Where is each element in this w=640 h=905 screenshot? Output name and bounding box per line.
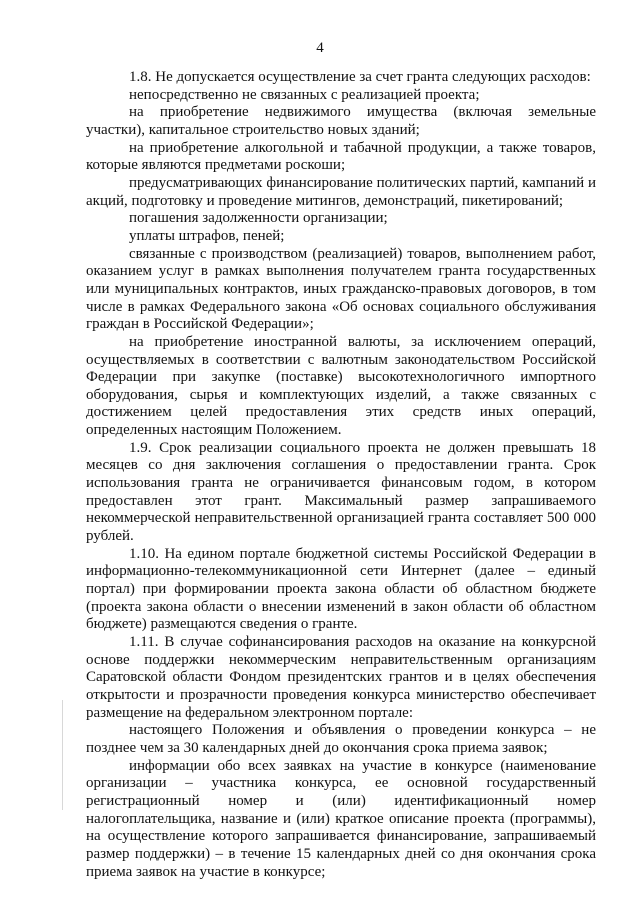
paragraph-real-estate: на приобретение недвижимого имущества (включая земельные участки), капитальное строительство новых зданий;	[86, 104, 596, 138]
paragraph-applications-info: информации обо всех заявках на участие в конкурсе (наименование организации – участника конкурса, ее основной государственный регистрационный номер и (или) идентификационный номер налогоплательщика, название и (или) краткое описание проекта (программы), на осуществление которого запрашивается финансирование, запрашиваемый размер поддержки) – в течение 15 календарных дней со дня окончания срока приема заявок на участие в конкурсе;	[86, 757, 596, 880]
paragraph-debt-repayment: погашения задолженности организации;	[129, 210, 388, 227]
paragraph-alcohol-tobacco: на приобретение алкогольной и табачной продукции, а также товаров, которые являются предметами роскоши;	[86, 139, 596, 174]
document-body	[86, 69, 596, 881]
paragraph-not-related-to-project: непосредственно не связанных с реализацией проекта;	[129, 86, 480, 103]
paragraph-fines: уплаты штрафов, пеней;	[129, 227, 285, 244]
paragraph-regulation-announcement: настоящего Положения и объявления о проведении конкурса – не позднее чем за 30 календарных дней до окончания срока приема заявок;	[86, 722, 596, 756]
paragraph-production-contracts: связанные с производством (реализацией) товаров, выполнением работ, оказанием услуг в рамках выполнения получателем гранта государственных или муниципальных контрактов, иных гражданско-правовых договоров, в том числе в рамках Федерального закона «Об основах социального обслуживания граждан в Российской Федерации»;	[86, 245, 596, 333]
paragraph-1-10-unified-portal: 1.10. На едином портале бюджетной системы Российской Федерации в информационно-телекоммуникационной сети Интернет (далее – единый портал) при формировании проекта закона области об областном бюджете (проекта закона области о внесении изменений в закон области об областном бюджете) размещаются сведения о гранте.	[86, 545, 596, 633]
paragraph-1-11-cofinancing: 1.11. В случае софинансирования расходов на оказание на конкурсной основе поддержки некоммерческим неправительственным организациям Саратовской области Фондом президентских грантов и в целях обеспечения открытости и прозрачности проведения конкурса министерство обеспечивает размещение на федеральном электронном портале:	[86, 634, 596, 721]
paragraph-1-8-heading: 1.8. Не допускается осуществление за счет гранта следующих расходов:	[129, 69, 591, 85]
paragraph-foreign-currency: на приобретение иностранной валюты, за исключением операций, осуществляемых в соответствии с валютным законодательством Российской Федерации при закупке (поставке) высокотехнологичного импортного оборудования, сырья и комплектующих изделий, а также связанных с достижением целей предоставления этих средств иных операций, определенных настоящим Положением.	[86, 333, 596, 439]
page-number: 4	[316, 40, 324, 56]
scan-edge-mark	[62, 700, 63, 810]
paragraph-political-financing: предусматривающих финансирование политических партий, кампаний и акций, подготовку и проведение митингов, демонстраций, пикетирований;	[86, 174, 596, 209]
paragraph-1-9-project-term: 1.9. Срок реализации социального проекта не должен превышать 18 месяцев со дня заключения соглашения о предоставлении гранта. Срок использования гранта не ограничивается финансовым годом, в котором предоставлен этот грант. Максимальный размер запрашиваемого некоммерческой неправительственной организацией гранта составляет 500 000 рублей.	[86, 439, 596, 545]
